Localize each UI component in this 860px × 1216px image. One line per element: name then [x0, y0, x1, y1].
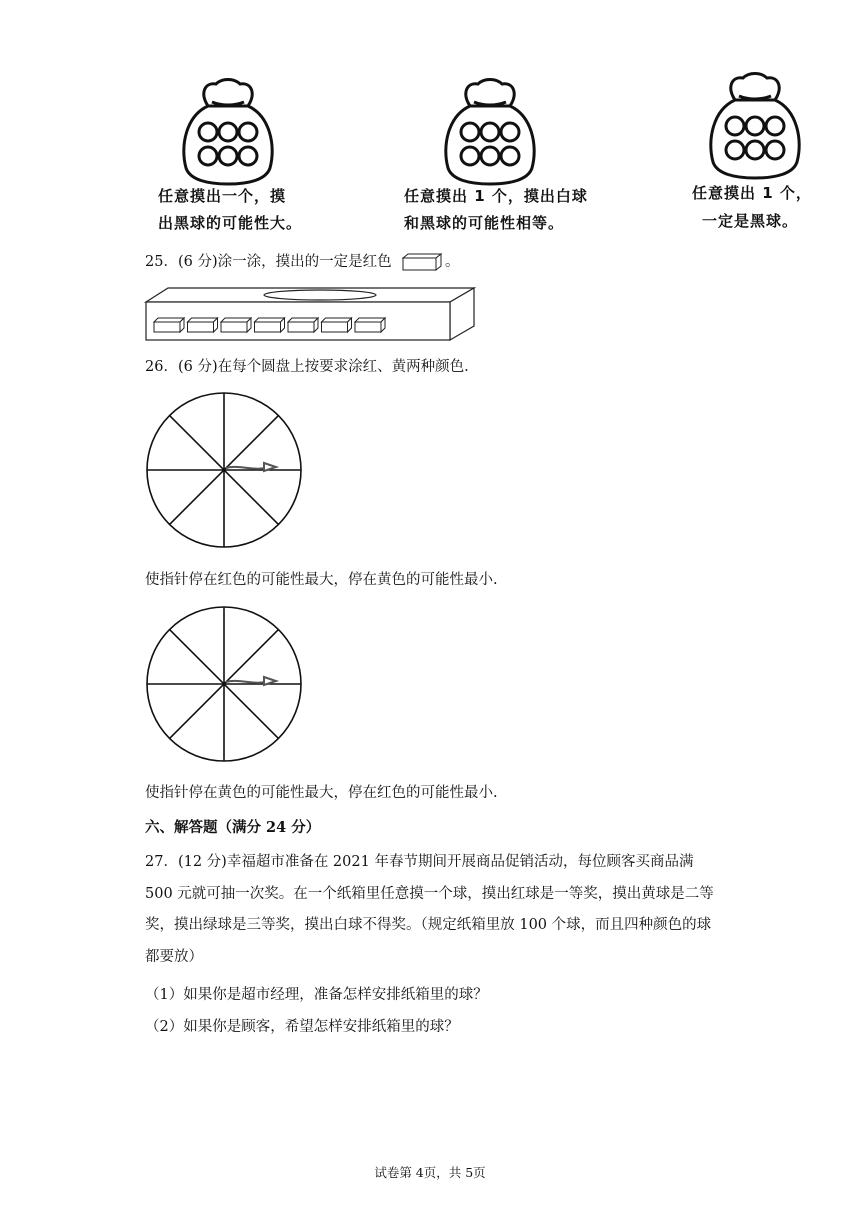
tray-block [355, 318, 385, 332]
question-25-suffix: 。 [445, 254, 460, 270]
question-27-sub2: （2）如果你是顾客，希望怎样安排纸箱里的球？ [145, 1019, 459, 1035]
tray-block [288, 318, 318, 332]
bag-1-caption-line1: 任意摸出一个，摸 [158, 187, 287, 205]
red-block-blank[interactable] [402, 253, 442, 271]
tray-block [154, 318, 184, 332]
block-tray [144, 286, 476, 342]
question-27-sub1: （1）如果你是超市经理，准备怎样安排纸箱里的球？ [145, 987, 488, 1003]
tray-block [322, 318, 352, 332]
tray-block [221, 318, 251, 332]
page-footer: 试卷第 4页，共 5页 [374, 1165, 486, 1180]
bag-3-caption-line2: 一定是黑球。 [702, 212, 799, 230]
spinner-disk-2[interactable] [144, 604, 304, 764]
disk-2-caption: 使指针停在黄色的可能性最大，停在红色的可能性最小. [145, 785, 498, 801]
question-27-text: 27．(12 分)幸福超市准备在 2021 年春节期间开展商品促销活动，每位顾客买商品满 500 元就可抽一次奖。在一个纸箱里任意摸一个球，摸出红球是一等奖，摸出黄球是二等奖，摸出绿球是三等奖，摸出白球不得奖。（规定纸箱里放 100 个球，而且四种颜色的球都要放） [145, 854, 714, 965]
bag-3-caption-line1: 任意摸出 1 个， [692, 184, 812, 202]
tray-block [188, 318, 218, 332]
bag-2-caption-line2: 和黑球的可能性相等。 [404, 214, 565, 232]
bag-1-caption-line2: 出黑球的可能性大。 [158, 214, 303, 232]
question-26-text: 26．(6 分)在每个圆盘上按要求涂红、黄两种颜色. [145, 359, 469, 375]
question-25-text: 25．(6 分)涂一涂，摸出的一定是红色 [145, 254, 392, 270]
bag-1-illustration [178, 76, 278, 186]
disk-1-caption: 使指针停在红色的可能性最大，停在黄色的可能性最小. [145, 572, 498, 588]
bag-2-illustration [440, 76, 540, 186]
bag-2-caption-line1: 任意摸出 1 个，摸出白球 [404, 187, 588, 205]
section-6-title: 六、解答题（满分 24 分） [145, 819, 321, 836]
spinner-disk-1[interactable] [144, 390, 304, 550]
tray-block [255, 318, 285, 332]
bag-3-illustration [705, 70, 805, 180]
